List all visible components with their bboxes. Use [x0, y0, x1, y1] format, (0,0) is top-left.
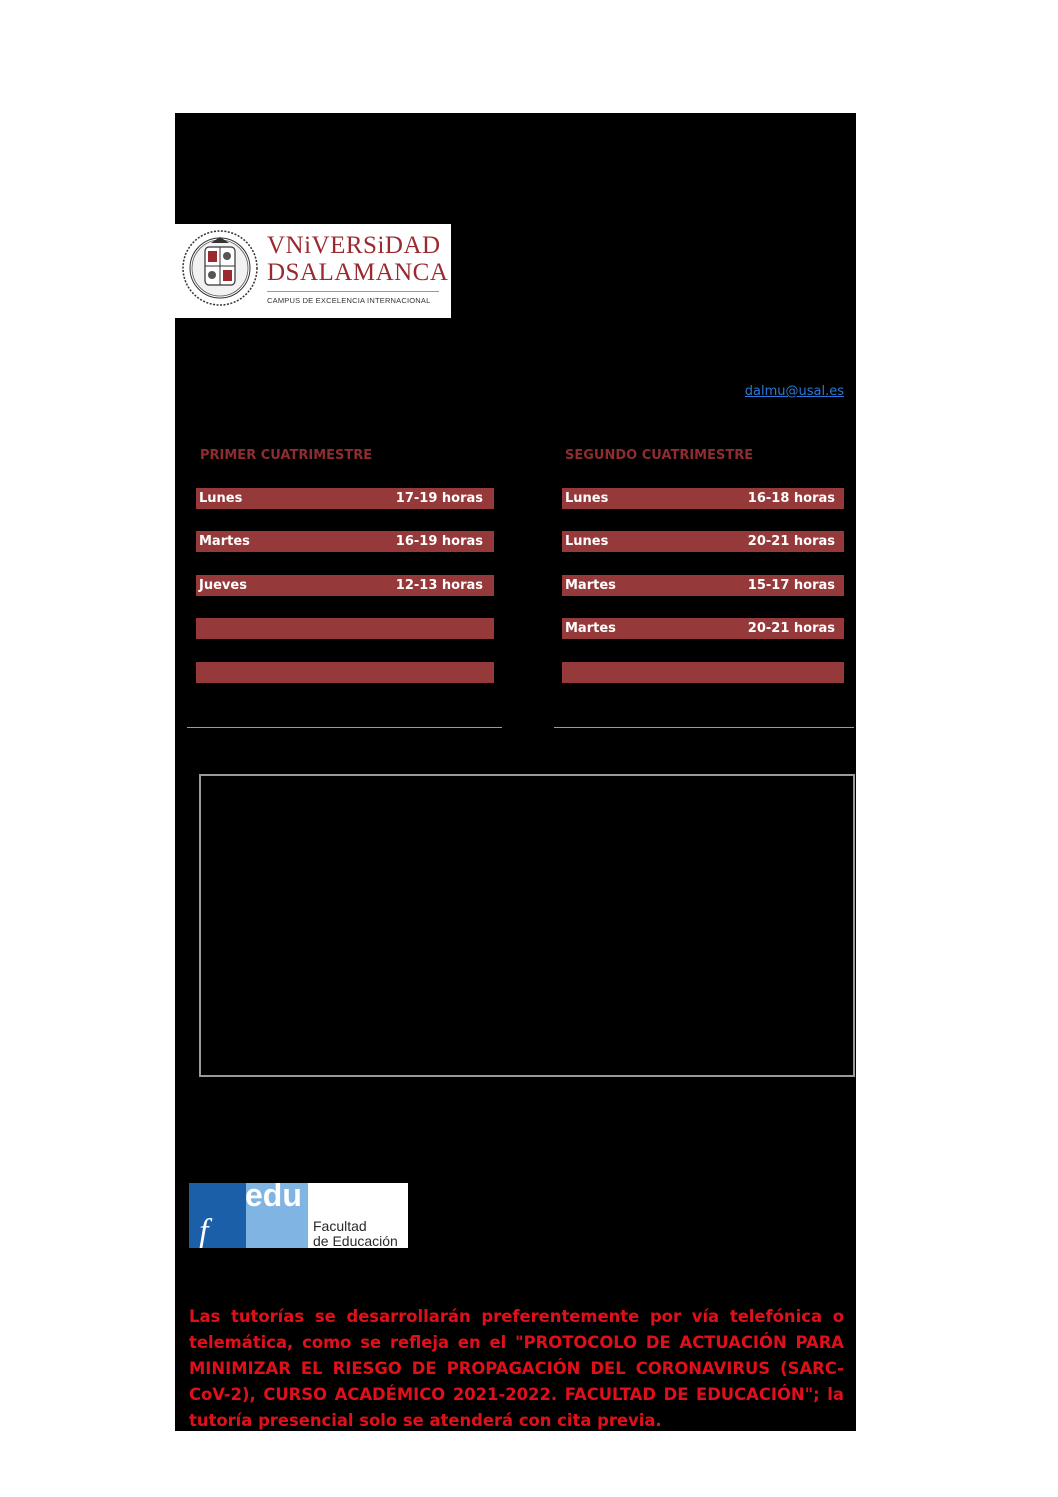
schedule-row: [562, 531, 844, 552]
schedule-hours: 16-19 horas: [395, 534, 483, 549]
university-tagline: CAMPUS DE EXCELENCIA INTERNACIONAL: [267, 296, 431, 305]
faculty-logo-dark-block: [189, 1183, 246, 1248]
notes-box: [199, 774, 855, 1077]
schedule-row-empty: [196, 662, 494, 683]
schedule-day: Lunes: [565, 534, 609, 549]
university-name-line-2: DSALAMANCA: [267, 259, 449, 286]
faculty-logo-white-block: [308, 1183, 408, 1209]
schedule-hours: 20-21 horas: [747, 534, 835, 549]
schedule-hours: 15-17 horas: [747, 578, 835, 593]
semester-1-title: PRIMER CUATRIMESTRE: [200, 448, 373, 463]
faculty-name-line-1: Facultad: [313, 1218, 367, 1234]
semester-2-divider: [554, 727, 854, 728]
university-seal-icon: [181, 229, 259, 307]
schedule-hours: 17-19 horas: [395, 491, 483, 506]
schedule-hours: 12-13 horas: [395, 578, 483, 593]
schedule-row: [562, 618, 844, 639]
schedule-row-empty: [196, 618, 494, 639]
faculty-logo: [189, 1183, 408, 1248]
schedule-day: Martes: [565, 621, 616, 636]
schedule-day: Jueves: [199, 578, 247, 593]
semester-1-divider: [187, 727, 502, 728]
schedule-hours: 20-21 horas: [747, 621, 835, 636]
email-link[interactable]: dalmu@usal.es: [744, 384, 844, 399]
schedule-day: Lunes: [199, 491, 243, 506]
logo-divider: [267, 291, 439, 292]
schedule-row: [562, 488, 844, 509]
tutoring-notice: Las tutorías se desarrollarán preferentemente por vía telefónica o telemática, como se refleja en el "PROTOCOLO DE ACTUACIÓN PARA MINIMIZAR EL RIESGO DE PROPAGACIÓN DEL CORONAVIRUS (SARC-CoV-2), CURSO ACADÉMICO 2021-2022. FACULTAD DE EDUCACIÓN"; la tutoría presencial solo se atenderá con cita previa.: [189, 1307, 844, 1430]
semester-2-title: SEGUNDO CUATRIMESTRE: [565, 448, 754, 463]
schedule-row-empty: [562, 662, 844, 683]
faculty-wordmark: edu: [245, 1183, 302, 1213]
schedule-row: [196, 531, 494, 552]
schedule-day: Martes: [565, 578, 616, 593]
university-logo: [175, 224, 451, 318]
schedule-row: [196, 488, 494, 509]
schedule-day: Martes: [199, 534, 250, 549]
faculty-f-icon: f: [199, 1213, 209, 1248]
schedule-row: [196, 575, 494, 596]
faculty-name-line-2: de Educación: [313, 1233, 398, 1248]
schedule-day: Lunes: [565, 491, 609, 506]
schedule-hours: 16-18 horas: [747, 491, 835, 506]
schedule-row: [562, 575, 844, 596]
university-name-line-1: VNiVERSiDAD: [267, 232, 441, 259]
